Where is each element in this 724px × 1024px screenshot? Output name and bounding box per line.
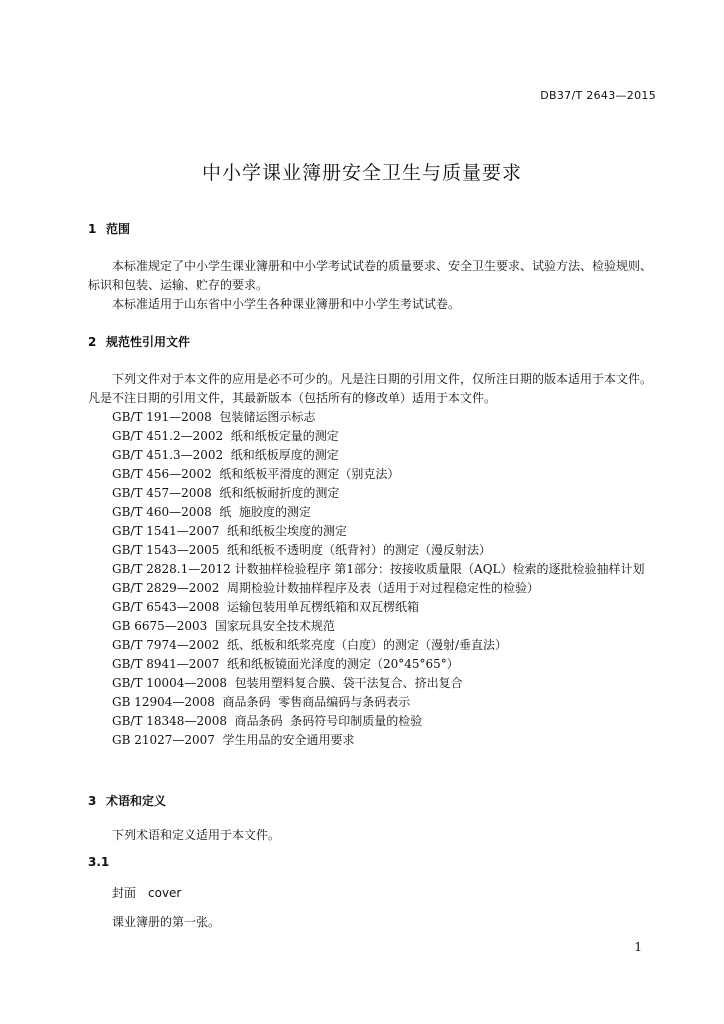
section-number: 1	[88, 222, 97, 236]
section-2-heading	[88, 333, 190, 350]
reference-item: GB/T 2828.1—2012 计数抽样检验程序 第1部分：按接收质量限（AQL）检索的逐批检验抽样计划	[112, 562, 645, 576]
reference-item: GB/T 7974—2002 纸、纸板和纸浆亮度（白度）的测定（漫射/垂直法）	[112, 638, 508, 652]
section-1-heading	[88, 220, 130, 237]
section-title: 规范性引用文件	[106, 335, 191, 349]
reference-item: GB/T 1543—2005 纸和纸板不透明度（纸背衬）的测定（漫反射法）	[112, 543, 491, 557]
section-1-body	[88, 257, 658, 314]
reference-item: GB 6675—2003 国家玩具安全技术规范	[112, 619, 335, 633]
reference-list	[88, 408, 658, 750]
paragraph: 本标准规定了中小学生课业簿册和中小学考试试卷的质量要求、安全卫生要求、试验方法、检验规则、标识和包装、运输、贮存的要求。	[88, 259, 653, 292]
reference-item: GB/T 451.3—2002 纸和纸板厚度的测定	[112, 448, 339, 462]
reference-item: GB/T 457—2008 纸和纸板耐折度的测定	[112, 486, 340, 500]
paragraph: 下列文件对于本文件的应用是必不可少的。凡是注日期的引用文件，仅所注日期的版本适用于本文件。凡是不注日期的引用文件，其最新版本（包括所有的修改单）适用于本文件。	[88, 372, 653, 405]
section-title: 术语和定义	[106, 794, 167, 808]
reference-item: GB/T 18348—2008 商品条码 条码符号印制质量的检验	[112, 714, 423, 728]
section-2-intro	[88, 370, 658, 408]
standard-code: DB37/T 2643—2015	[540, 89, 656, 102]
section-3-heading	[88, 792, 166, 809]
section-title: 范围	[106, 222, 131, 236]
term-definition: 课业簿册的第一张。	[112, 915, 221, 929]
paragraph: 下列术语和定义适用于本文件。	[112, 828, 281, 842]
reference-item: GB/T 8941—2007 纸和纸板镜面光泽度的测定（20°45°65°）	[112, 657, 459, 671]
reference-item: GB/T 456—2002 纸和纸板平滑度的测定（别克法）	[112, 467, 400, 481]
reference-item: GB 12904—2008 商品条码 零售商品编码与条码表示	[112, 695, 411, 709]
reference-item: GB/T 1541—2007 纸和纸板尘埃度的测定	[112, 524, 347, 538]
reference-item: GB/T 10004—2008 包装用塑料复合膜、袋干法复合、挤出复合	[112, 676, 463, 690]
page-number: 1	[634, 940, 642, 954]
reference-item: GB/T 6543—2008 运输包装用单瓦楞纸箱和双瓦楞纸箱	[112, 600, 419, 614]
paragraph: 本标准适用于山东省中小学生各种课业簿册和中小学生考试试卷。	[112, 297, 461, 311]
subsection-number: 3.1	[88, 855, 110, 869]
section-number: 2	[88, 335, 97, 349]
document-title: 中小学课业簿册安全卫生与质量要求	[201, 162, 522, 184]
reference-item: GB/T 191—2008 包装储运图示标志	[112, 410, 316, 424]
term-entry: 封面 cover	[112, 886, 182, 900]
reference-item: GB/T 2829—2002 周期检验计数抽样程序及表（适用于对过程稳定性的检验）	[112, 581, 539, 595]
section-3-intro	[88, 826, 658, 845]
reference-item: GB 21027—2007 学生用品的安全通用要求	[112, 733, 355, 747]
reference-item: GB/T 451.2—2002 纸和纸板定量的测定	[112, 429, 339, 443]
section-number: 3	[88, 794, 97, 808]
reference-item: GB/T 460—2008 纸 施胶度的测定	[112, 505, 311, 519]
